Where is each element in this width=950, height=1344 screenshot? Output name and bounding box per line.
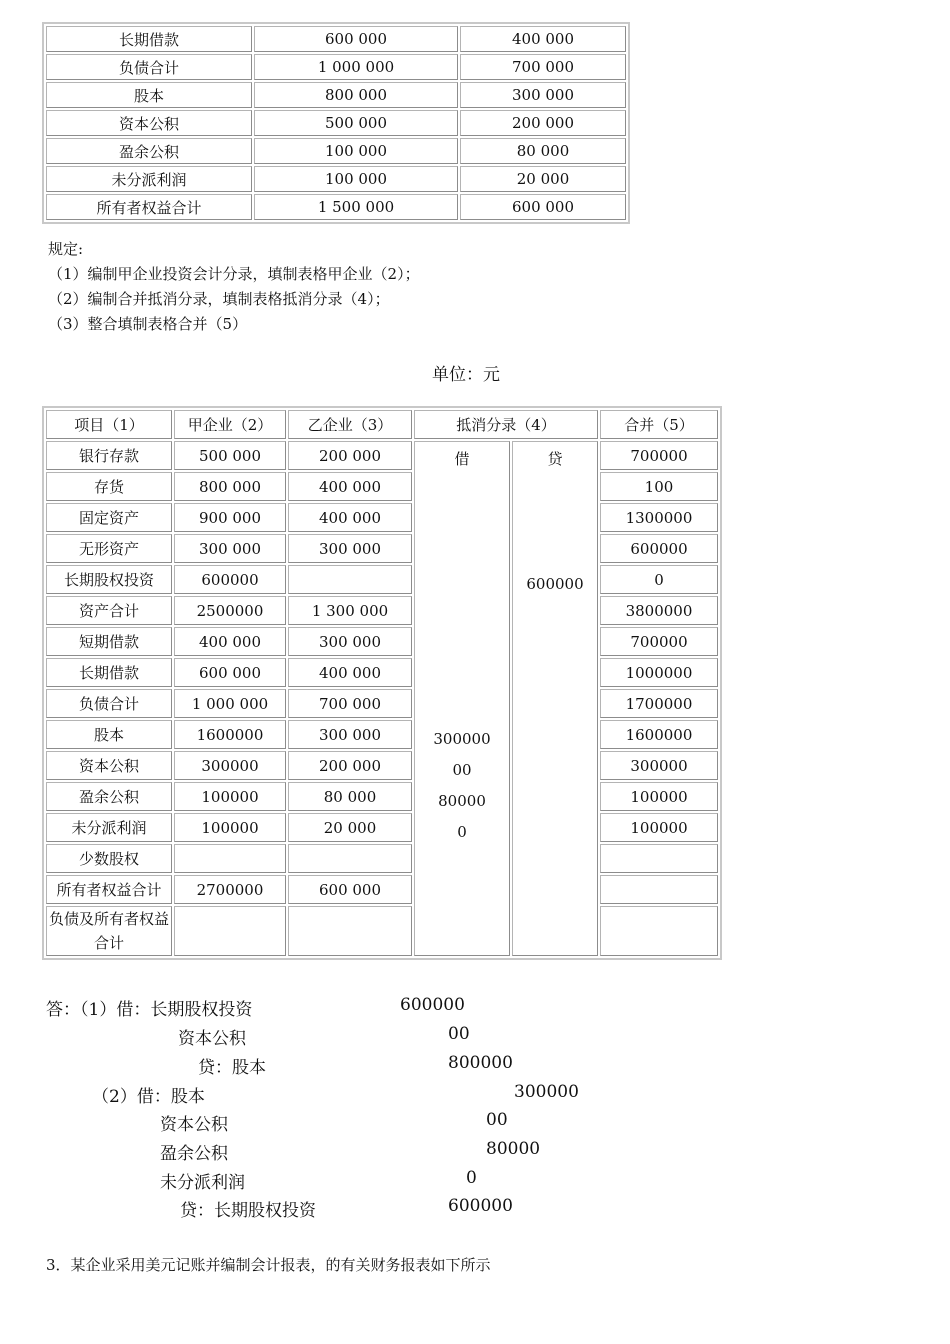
answer-amount-7: 0 [466,1168,477,1188]
row-item-label: 长期股权投资 [46,565,172,594]
subsidiary-value-cell: 1 300 000 [288,596,412,625]
parent-value-cell: 600 000 [174,658,286,687]
table-row [46,751,718,780]
subsidiary-value-cell: 400 000 [288,472,412,501]
row-item-label: 存货 [46,472,172,501]
subsidiary-value-cell: 400 000 [288,503,412,532]
subsidiary-value-cell: 200 000 [288,441,412,470]
subsidiary-value-cell: 600 000 [288,875,412,904]
row-item-label: 资本公积 [46,751,172,780]
row-item-label: 长期借款 [46,658,172,687]
table-row [46,472,718,501]
consolidated-value-cell: 3800000 [600,596,718,625]
parent-value-cell: 100 000 [254,138,458,164]
parent-value-cell: 400 000 [174,627,286,656]
row-item-label: 股本 [46,82,252,108]
table-row [46,138,626,164]
consolidated-value-cell [600,844,718,873]
row-item-label: 资本公积 [46,110,252,136]
answer-line-2: 资本公积 [178,1029,246,1049]
unit-label: 单位：元 [432,365,500,385]
consolidated-value-cell: 600000 [600,534,718,563]
table-row [46,26,626,52]
parent-value-cell: 500 000 [174,441,286,470]
elimination-debit-amount: 00 [452,761,472,779]
consolidated-value-cell: 1600000 [600,720,718,749]
row-item-label: 负债合计 [46,689,172,718]
requirement-2: （2）编制合并抵消分录，填制表格抵消分录（4）； [48,290,390,308]
parent-value-cell: 1 000 000 [174,689,286,718]
subsidiary-value-cell: 600 000 [460,194,626,220]
answer-amount-1: 600000 [400,995,465,1015]
header-consolidated: 合并（5） [600,410,718,439]
subsidiary-value-cell: 400 000 [288,658,412,687]
header-elimination: 抵消分录（4） [414,410,598,439]
elimination-debit-amount: 300000 [433,730,491,748]
row-item-label: 长期借款 [46,26,252,52]
parent-value-cell: 100000 [174,782,286,811]
subsidiary-value-cell: 300 000 [288,534,412,563]
row-item-label: 无形资产 [46,534,172,563]
answer-amount-4: 300000 [514,1082,579,1102]
top-balance-table [42,22,630,224]
table-row [46,906,718,956]
table-row [46,110,626,136]
subsidiary-value-cell: 200 000 [460,110,626,136]
answer-line-4: （2）借：股本 [92,1087,205,1107]
credit-label: 贷 [547,450,563,468]
consolidated-value-cell: 1700000 [600,689,718,718]
requirements-heading: 规定: [48,240,84,258]
answer-line-6: 盈余公积 [160,1144,228,1164]
consolidated-value-cell: 700000 [600,441,718,470]
table-row [46,54,626,80]
subsidiary-value-cell: 80 000 [460,138,626,164]
parent-value-cell: 900 000 [174,503,286,532]
answer-amount-2: 00 [448,1024,470,1044]
header-item: 项目（1） [46,410,172,439]
subsidiary-value-cell: 700 000 [288,689,412,718]
consolidated-value-cell: 100000 [600,813,718,842]
row-item-label: 未分派利润 [46,166,252,192]
row-item-label: 盈余公积 [46,138,252,164]
answer-amount-5: 00 [486,1110,508,1130]
answer-line-1: 答：（1）借：长期股权投资 [46,1000,253,1020]
table-row [46,166,626,192]
answer-line-8: 贷：长期股权投资 [180,1201,316,1221]
elimination-credit-amount: 600000 [526,575,584,593]
subsidiary-value-cell: 300 000 [288,720,412,749]
row-item-label: 少数股权 [46,844,172,873]
table-row [46,627,718,656]
consolidated-value-cell: 1000000 [600,658,718,687]
row-item-label: 盈余公积 [46,782,172,811]
elimination-credit-column [512,441,598,956]
header-parent: 甲企业（2） [174,410,286,439]
subsidiary-value-cell [288,565,412,594]
row-item-label: 银行存款 [46,441,172,470]
table-row [46,689,718,718]
subsidiary-value-cell: 80 000 [288,782,412,811]
consolidated-value-cell: 100000 [600,782,718,811]
table-row [46,596,718,625]
row-item-label: 短期借款 [46,627,172,656]
table-row [46,813,718,842]
answer-amount-3: 800000 [448,1053,513,1073]
subsidiary-value-cell [288,844,412,873]
row-item-label: 负债合计 [46,54,252,80]
consolidation-table [42,406,722,960]
consolidated-value-cell [600,906,718,956]
parent-value-cell: 800 000 [254,82,458,108]
header-subsidiary: 乙企业（3） [288,410,412,439]
header-row [46,410,718,439]
requirement-3: （3）整合填制表格合并（5） [48,315,248,333]
table-row [46,658,718,687]
parent-value-cell: 600000 [174,565,286,594]
parent-value-cell: 300000 [174,751,286,780]
subsidiary-value-cell: 700 000 [460,54,626,80]
requirement-1: （1）编制甲企业投资会计分录，填制表格甲企业（2）； [48,265,420,283]
subsidiary-value-cell: 300 000 [460,82,626,108]
answer-line-5: 资本公积 [160,1115,228,1135]
parent-value-cell: 1600000 [174,720,286,749]
elimination-debit-amount: 80000 [438,792,486,810]
subsidiary-value-cell: 200 000 [288,751,412,780]
answer-amount-8: 600000 [448,1196,513,1216]
table-row [46,782,718,811]
answer-line-3: 贷：股本 [198,1058,266,1078]
answer-amount-6: 80000 [486,1139,541,1159]
row-item-label: 股本 [46,720,172,749]
requirements-block [48,237,420,337]
row-item-label: 所有者权益合计 [46,875,172,904]
consolidated-value-cell: 100 [600,472,718,501]
parent-value-cell: 1 000 000 [254,54,458,80]
row-item-label: 固定资产 [46,503,172,532]
parent-value-cell [174,906,286,956]
table-row [46,565,718,594]
elimination-debit-amount: 0 [457,823,467,841]
answer-line-7: 未分派利润 [160,1173,245,1193]
subsidiary-value-cell: 300 000 [288,627,412,656]
parent-value-cell: 100 000 [254,166,458,192]
elimination-debit-column [414,441,510,956]
table-row [46,875,718,904]
parent-value-cell [174,844,286,873]
parent-value-cell: 500 000 [254,110,458,136]
consolidated-value-cell: 300000 [600,751,718,780]
parent-value-cell: 2500000 [174,596,286,625]
consolidated-value-cell: 700000 [600,627,718,656]
subsidiary-value-cell: 20 000 [288,813,412,842]
parent-value-cell: 1 500 000 [254,194,458,220]
consolidated-value-cell: 0 [600,565,718,594]
parent-value-cell: 2700000 [174,875,286,904]
parent-value-cell: 800 000 [174,472,286,501]
consolidated-value-cell: 1300000 [600,503,718,532]
table-row [46,194,626,220]
subsidiary-value-cell [288,906,412,956]
table-row [46,441,718,470]
table-row [46,82,626,108]
consolidated-value-cell [600,875,718,904]
parent-value-cell: 300 000 [174,534,286,563]
table-row [46,844,718,873]
debit-label: 借 [454,450,470,468]
parent-value-cell: 600 000 [254,26,458,52]
row-item-label: 所有者权益合计 [46,194,252,220]
row-item-label: 资产合计 [46,596,172,625]
row-item-label: 未分派利润 [46,813,172,842]
table-row [46,503,718,532]
subsidiary-value-cell: 400 000 [460,26,626,52]
next-question: 3．某企业采用美元记账并编制会计报表，的有关财务报表如下所示 [46,1256,491,1274]
table-row [46,720,718,749]
subsidiary-value-cell: 20 000 [460,166,626,192]
row-item-label: 负债及所有者权益合计 [46,906,172,956]
table-row [46,534,718,563]
parent-value-cell: 100000 [174,813,286,842]
